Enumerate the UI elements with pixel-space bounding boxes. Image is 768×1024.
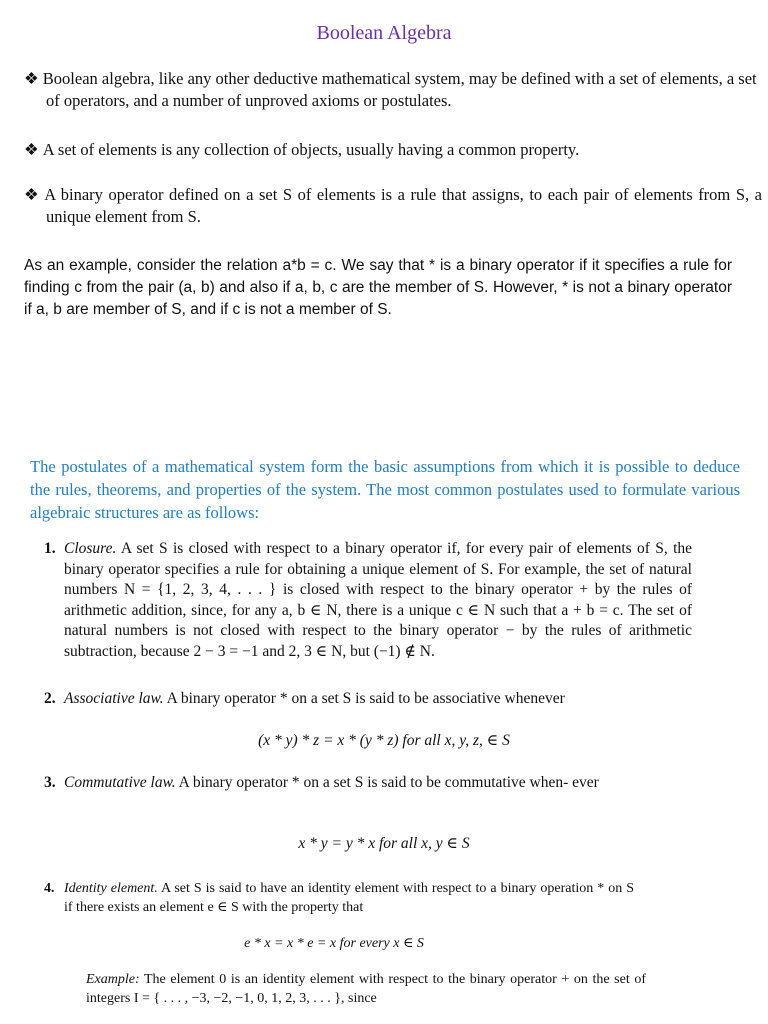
diamond-bullet-icon: ❖	[24, 185, 41, 204]
postulate-number: 2.	[44, 690, 56, 707]
postulate-text: A set S is closed with respect to a binary operator if, for every pair of elements of S, the binary operator specifies a rule for obtaining a unique element of S. For example, the set of natural numbers N = {1, 2, 3, 4, . . . } is closed with respect to the binary operator + by the rules of arithmetic addition, since, for any a, b ∈ N, there is a unique c ∈ N such that a + b = c. The set of natural numbers is not closed with respect to the binary operator − by the rules of arithmetic subtraction, because 2 − 3 = −1 and 2, 3 ∈ N, but (−1) ∉ N.	[64, 540, 692, 660]
postulate-number: 1.	[44, 540, 56, 557]
postulate-text: A set S is said to have an identity element with respect to a binary operation * on S if there exists an element e ∈ S with the property that	[64, 881, 634, 915]
postulate-term: Closure.	[64, 540, 117, 557]
identity-equation: e * x = x * e = x for every x ∈ S	[244, 936, 424, 951]
postulate-term: Associative law.	[64, 690, 164, 707]
bullet-item	[24, 68, 762, 112]
postulate-text: A binary operator * on a set S is said to be associative whenever	[163, 690, 565, 707]
diamond-bullet-icon: ❖	[24, 69, 39, 88]
page-title: Boolean Algebra	[316, 22, 452, 44]
bullet-text: A set of elements is any collection of objects, usually having a common property.	[42, 140, 580, 159]
example-label: Example:	[86, 972, 140, 987]
postulate-identity	[44, 879, 634, 917]
postulate-text: A binary operator * on a set S is said to be commutative when- ever	[175, 774, 599, 791]
bullet-item	[24, 184, 762, 228]
example-paragraph: As an example, consider the relation a*b = c. We say that * is a binary operator if it specifies a rule for finding c from the pair (a, b) and also if a, b, c are the member of S. However, * is not a binary operator if a, b are member of S, and if c is not a member of S.	[24, 257, 732, 318]
postulate-commutative	[44, 773, 692, 794]
associative-equation: (x * y) * z = x * (y * z) for all x, y, z, ∈ S	[258, 732, 510, 749]
postulate-term: Commutative law.	[64, 774, 176, 791]
bullet-text: A binary operator defined on a set S of elements is a rule that assigns, to each pair of elements from S, a unique element from S.	[44, 185, 762, 226]
example-text: The element 0 is an identity element with respect to the binary operator + on the set of integers I = { . . . , −3, −2, −1, 0, 1, 2, 3, . . . }, since	[86, 972, 646, 1006]
postulate-closure	[44, 539, 692, 662]
postulate-associative	[44, 689, 692, 710]
postulates-intro: The postulates of a mathematical system form the basic assumptions from which it is possible to deduce the rules, theorems, and properties of the system. The most common postulates used to formulate various algebraic structures are as follows:	[30, 457, 740, 522]
identity-example	[86, 970, 646, 1008]
diamond-bullet-icon: ❖	[24, 140, 39, 159]
bullet-text: Boolean algebra, like any other deductive mathematical system, may be defined with a set of elements, a set of operators, and a number of unproved axioms or postulates.	[42, 69, 757, 110]
postulate-term: Identity element.	[64, 881, 158, 896]
postulate-number: 3.	[44, 774, 56, 791]
postulate-number: 4.	[44, 881, 55, 896]
bullet-item	[24, 139, 762, 161]
commutative-equation: x * y = y * x for all x, y ∈ S	[298, 835, 470, 852]
